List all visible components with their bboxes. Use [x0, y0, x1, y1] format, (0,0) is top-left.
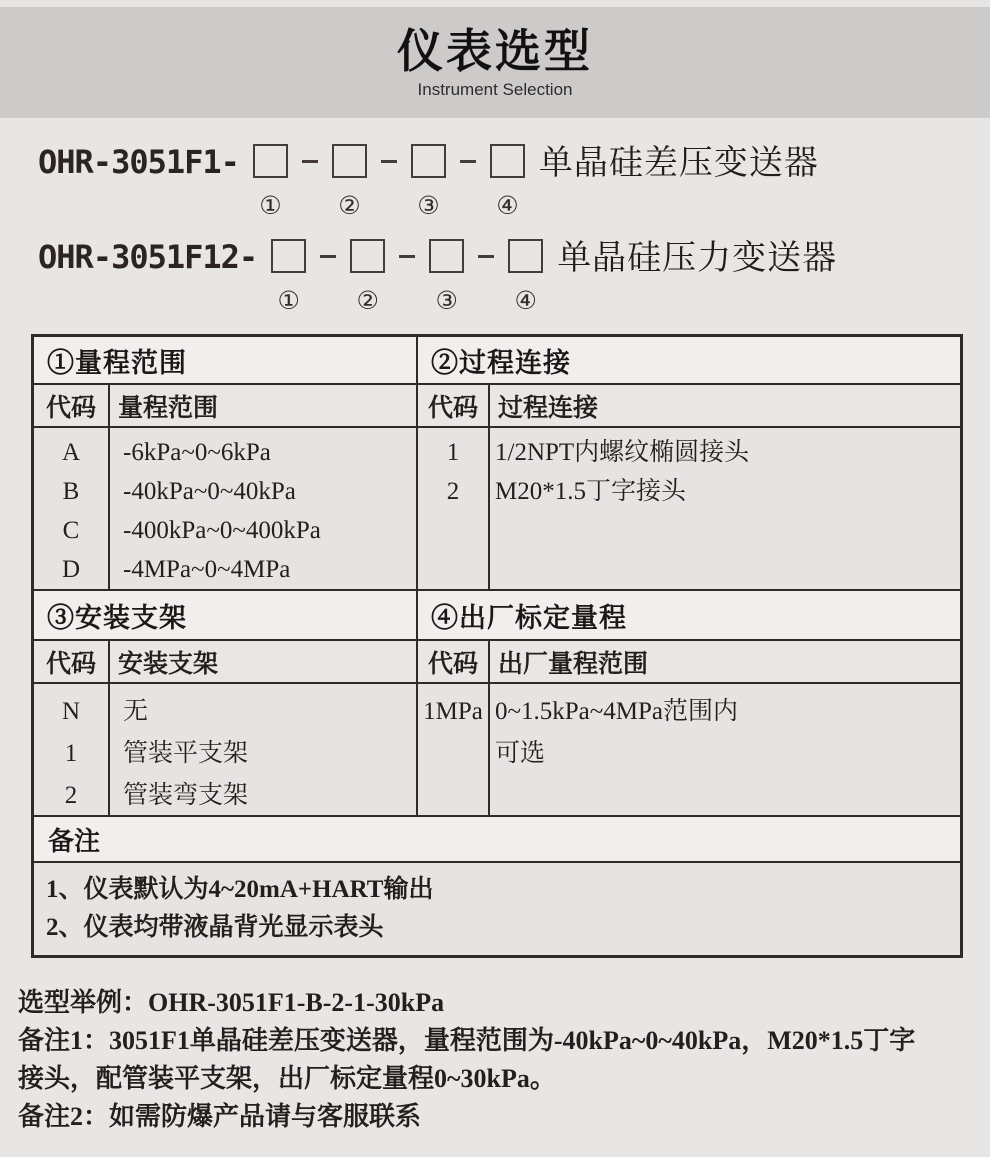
circled-number: ① — [277, 286, 300, 315]
dash-icon — [460, 160, 476, 163]
column-header-code: 代码 — [418, 641, 490, 682]
model-slot-4 — [508, 239, 543, 314]
data-row-bracket-calibration — [34, 684, 960, 817]
column-header-factory-range: 出厂量程范围 — [498, 650, 649, 678]
bracket-value: 无 — [123, 698, 149, 725]
model-slot-2 — [332, 144, 367, 219]
code-value: 1 — [446, 439, 460, 466]
model-slot-4 — [490, 144, 525, 219]
column-header-connection: 过程连接 — [498, 394, 599, 422]
bracket-value: 管装弯支架 — [123, 782, 249, 809]
code-value: C — [62, 517, 80, 544]
code-value: 1 — [64, 740, 78, 767]
circled-number: ④ — [496, 191, 519, 220]
option-box-icon — [332, 144, 367, 178]
page-subtitle: Instrument Selection — [417, 79, 573, 99]
model-description: 单晶硅差压变送器 — [538, 144, 819, 182]
top-strip — [0, 0, 990, 7]
footer-note-1-line-2: 接头，配管装平支架，出厂标定量程0~30kPa。 — [18, 1064, 556, 1093]
circled-number: ② — [356, 286, 379, 315]
model-line-pressure — [38, 239, 990, 314]
model-slot-2 — [350, 239, 385, 314]
connection-codes — [418, 428, 490, 589]
range-value: -40kPa~0~40kPa — [123, 478, 296, 505]
model-slot-1 — [253, 144, 288, 219]
option-box-icon — [429, 239, 464, 273]
note-item: 1、仪表默认为4~20mA+HART输出 — [46, 876, 434, 903]
section-title-connection: ②过程连接 — [431, 347, 571, 378]
connection-value: M20*1.5丁字接头 — [495, 478, 686, 505]
sub-header-row-2 — [34, 641, 960, 684]
bracket-codes — [34, 684, 110, 815]
option-box-icon — [253, 144, 288, 178]
column-header-code: 代码 — [418, 385, 490, 426]
footer-note-2: 备注2：如需防爆产品请与客服联系 — [18, 1102, 422, 1131]
range-codes — [34, 428, 110, 589]
dash-icon — [478, 255, 494, 258]
model-prefix: OHR-3051F1- — [38, 143, 239, 181]
range-value: -4MPa~0~4MPa — [123, 556, 291, 583]
column-header-code: 代码 — [34, 641, 110, 682]
option-box-icon — [411, 144, 446, 178]
code-value: B — [62, 478, 80, 505]
notes-title: 备注 — [48, 825, 101, 856]
circled-number: ④ — [514, 286, 537, 315]
code-value: A — [61, 439, 81, 466]
code-value: 2 — [64, 782, 78, 809]
footer-note-1-line-1: 备注1：3051F1单晶硅差压变送器，量程范围为-40kPa~0~40kPa，M20*1.5丁字 — [18, 1026, 916, 1055]
bracket-value: 管装平支架 — [123, 740, 249, 767]
circled-number: ③ — [435, 286, 458, 315]
selection-table — [31, 334, 963, 958]
code-value: 1MPa — [423, 698, 483, 725]
dash-icon — [320, 255, 336, 258]
sub-header-row-1 — [34, 385, 960, 428]
calibration-codes — [418, 684, 490, 815]
model-slot-3 — [411, 144, 446, 219]
section-title-bracket: ③安装支架 — [34, 591, 418, 639]
connection-value: 1/2NPT内螺纹椭圆接头 — [495, 439, 750, 466]
page-title: 仪表选型 — [397, 25, 593, 78]
footer-notes — [18, 984, 990, 1136]
circled-number: ③ — [417, 191, 440, 220]
range-value: -6kPa~0~6kPa — [123, 439, 271, 466]
calibration-value: 可选 — [495, 740, 546, 767]
model-description: 单晶硅压力变送器 — [557, 239, 838, 277]
model-slot-1 — [271, 239, 306, 314]
model-prefix: OHR-3051F12- — [38, 238, 258, 276]
column-header-range: 量程范围 — [110, 385, 418, 426]
section-header-row-2 — [34, 591, 960, 641]
column-header-bracket: 安装支架 — [110, 641, 418, 682]
column-header-code: 代码 — [34, 385, 110, 426]
dash-icon — [381, 160, 397, 163]
model-code-section — [0, 118, 990, 314]
notes-list — [34, 863, 960, 955]
circled-number: ② — [338, 191, 361, 220]
data-row-range-connection — [34, 428, 960, 591]
dash-icon — [399, 255, 415, 258]
calibration-values — [490, 684, 960, 815]
code-value: D — [61, 556, 81, 583]
dash-icon — [302, 160, 318, 163]
code-value: N — [61, 698, 81, 725]
bracket-values — [110, 684, 418, 815]
notes-header-row — [34, 817, 960, 863]
code-value: 2 — [446, 478, 460, 505]
option-box-icon — [271, 239, 306, 273]
header-band — [0, 7, 990, 118]
section-header-row-1 — [34, 337, 960, 385]
notes-body-row — [34, 863, 960, 955]
circled-number: ① — [259, 191, 282, 220]
model-slot-3 — [429, 239, 464, 314]
range-values — [110, 428, 418, 589]
model-line-differential — [38, 144, 990, 219]
calibration-value: 0~1.5kPa~4MPa范围内 — [495, 698, 739, 725]
option-box-icon — [508, 239, 543, 273]
section-title-calibrated-range: ④出厂标定量程 — [431, 602, 627, 633]
connection-values — [490, 428, 960, 589]
option-box-icon — [350, 239, 385, 273]
option-box-icon — [490, 144, 525, 178]
section-title-range: ①量程范围 — [34, 337, 418, 383]
range-value: -400kPa~0~400kPa — [123, 517, 321, 544]
selection-example: 选型举例：OHR-3051F1-B-2-1-30kPa — [18, 988, 445, 1017]
note-item: 2、仪表均带液晶背光显示表头 — [46, 914, 384, 941]
